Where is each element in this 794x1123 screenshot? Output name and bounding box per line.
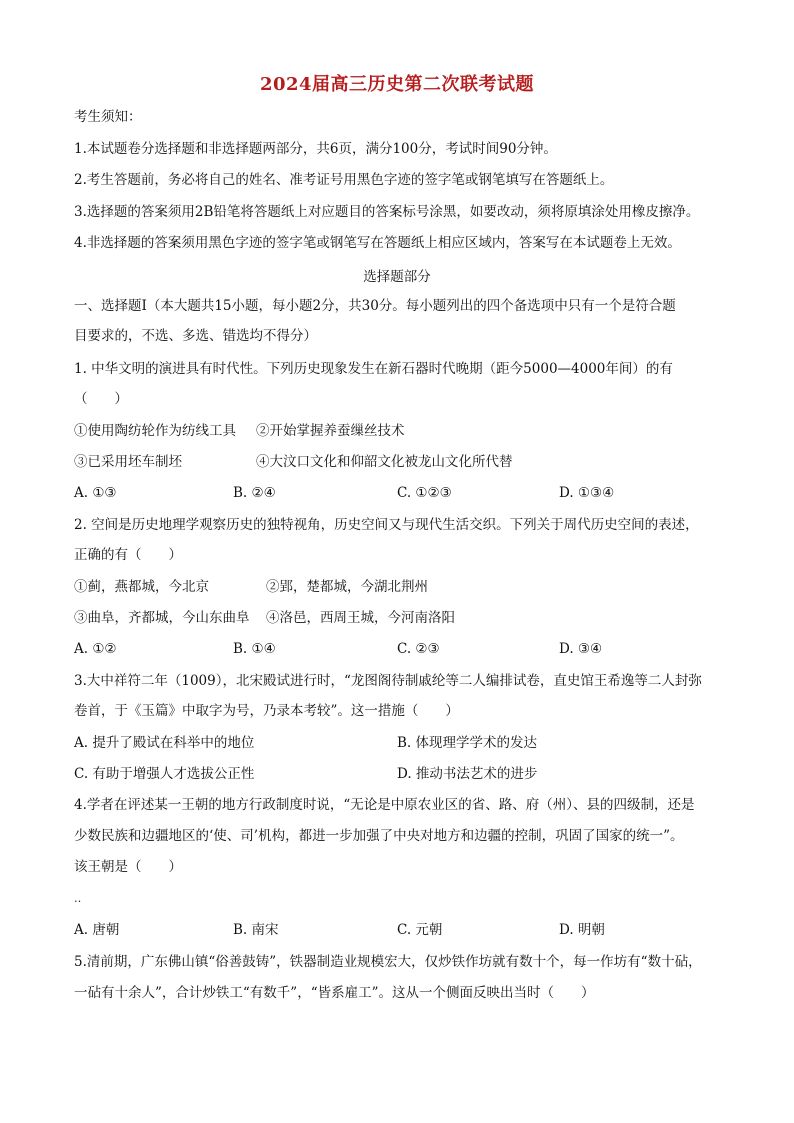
notice-heading: 考生须知： — [74, 109, 142, 125]
q4-mark: ‥ — [74, 892, 82, 905]
section-intro-line-2: 目要求的，不选、多选、错选均不得分） — [74, 328, 317, 344]
q2-option-b: B. ①④ — [233, 641, 276, 657]
q3-stem-line-2: 卷首，于《玉篇》中取字为号，乃录本考较”。这一措施（ ） — [74, 703, 459, 719]
q2-item-2: ②郢，楚都城，今湖北荆州 — [266, 579, 428, 595]
q3-option-b: B. 体现理学学术的发达 — [397, 735, 538, 751]
section-title: 选择题部分 — [363, 269, 431, 285]
q1-item-1: ①使用陶纺轮作为纺线工具 — [74, 423, 236, 439]
exam-title: 2024届高三历史第二次联考试题 — [259, 74, 535, 95]
q2-option-d: D. ③④ — [559, 641, 603, 657]
q1-option-a: A. ①③ — [74, 485, 117, 501]
section-intro-line-1: 一、选择题Ⅰ（本大题共15小题，每小题2分，共30分。每小题列出的四个备选项中只有一个是符合题 — [74, 298, 676, 314]
q2-item-4: ④洛邑，西周王城，今河南洛阳 — [266, 610, 455, 626]
q4-stem-line-3: 该王朝是（ ） — [74, 859, 182, 875]
notice-item-2: 2.考生答题前，务必将自己的姓名、准考证号用黑色字迹的签字笔或钢笔填写在答题纸上。 — [74, 172, 614, 188]
q3-option-c: C. 有助于增强人才选拔公正性 — [74, 766, 255, 782]
q3-option-d: D. 推动书法艺术的进步 — [397, 766, 538, 782]
q1-option-b: B. ②④ — [233, 485, 276, 501]
q1-item-3: ③已采用坯车制坯 — [74, 454, 182, 470]
q3-stem-line-1: 3.大中祥符二年（1009），北宋殿试进行时，“龙图阁待制戚纶等二人编排试卷，直史馆王希逸等二人封弥 — [74, 673, 702, 689]
q1-option-c: C. ①②③ — [397, 485, 452, 501]
notice-item-3: 3.选择题的答案须用2B铅笔将答题纸上对应题目的答案标号涂黑，如要改动，须将原填涂处用橡皮擦净。 — [74, 204, 700, 220]
q1-option-d: D. ①③④ — [559, 485, 615, 501]
q4-option-c: C. 元朝 — [397, 922, 443, 938]
q4-option-a: A. 唐朝 — [74, 922, 120, 938]
q2-option-c: C. ②③ — [397, 641, 440, 657]
notice-item-1: 1.本试题卷分选择题和非选择题两部分，共6页，满分100分，考试时间90分钟。 — [74, 141, 557, 157]
q1-item-4: ④大汶口文化和仰韶文化被龙山文化所代替 — [256, 454, 513, 470]
q1-stem-line-1: 1. 中华文明的演进具有时代性。下列历史现象发生在新石器时代晚期（距今5000—4000年间）的有 — [74, 361, 673, 377]
q3-option-a: A. 提升了殿试在科举中的地位 — [74, 735, 255, 751]
q2-stem-line-1: 2. 空间是历史地理学观察历史的独特视角，历史空间又与现代生活交织。下列关于周代历史空间的表述， — [74, 517, 699, 533]
q2-item-1: ①蓟，燕都城，今北京 — [74, 579, 209, 595]
q4-stem-line-2: 少数民族和边疆地区的‘使、司’机构，都进一步加强了中央对地方和边疆的控制，巩固了国家的统一”。 — [74, 828, 684, 844]
q2-option-a: A. ①② — [74, 641, 117, 657]
notice-item-4: 4.非选择题的答案须用黑色字迹的签字笔或钢笔写在答题纸上相应区域内，答案写在本试题卷上无效。 — [74, 235, 681, 251]
q5-stem-line-2: 一砧有十余人”，合计炒铁工“有数千”，“皆系雇工”。这从一个侧面反映出当时（ ） — [74, 985, 595, 1001]
q4-option-d: D. 明朝 — [559, 922, 605, 938]
q2-stem-line-2: 正确的有（ ） — [74, 547, 182, 563]
q1-stem-line-2: （ ） — [74, 391, 128, 407]
q5-stem-line-1: 5.清前期，广东佛山镇“俗善鼓铸”，铁器制造业规模宏大，仅炒铁作坊就有数十个，每一作坊有“数十砧， — [74, 954, 702, 970]
q4-stem-line-1: 4.学者在评述某一王朝的地方行政制度时说，“无论是中原农业区的省、路、府（州）、县的四级制，还是 — [74, 797, 695, 813]
q2-item-3: ③曲阜，齐都城，今山东曲阜 — [74, 610, 250, 626]
q1-item-2: ②开始掌握养蚕缫丝技术 — [256, 423, 405, 439]
q4-option-b: B. 南宋 — [233, 922, 279, 938]
